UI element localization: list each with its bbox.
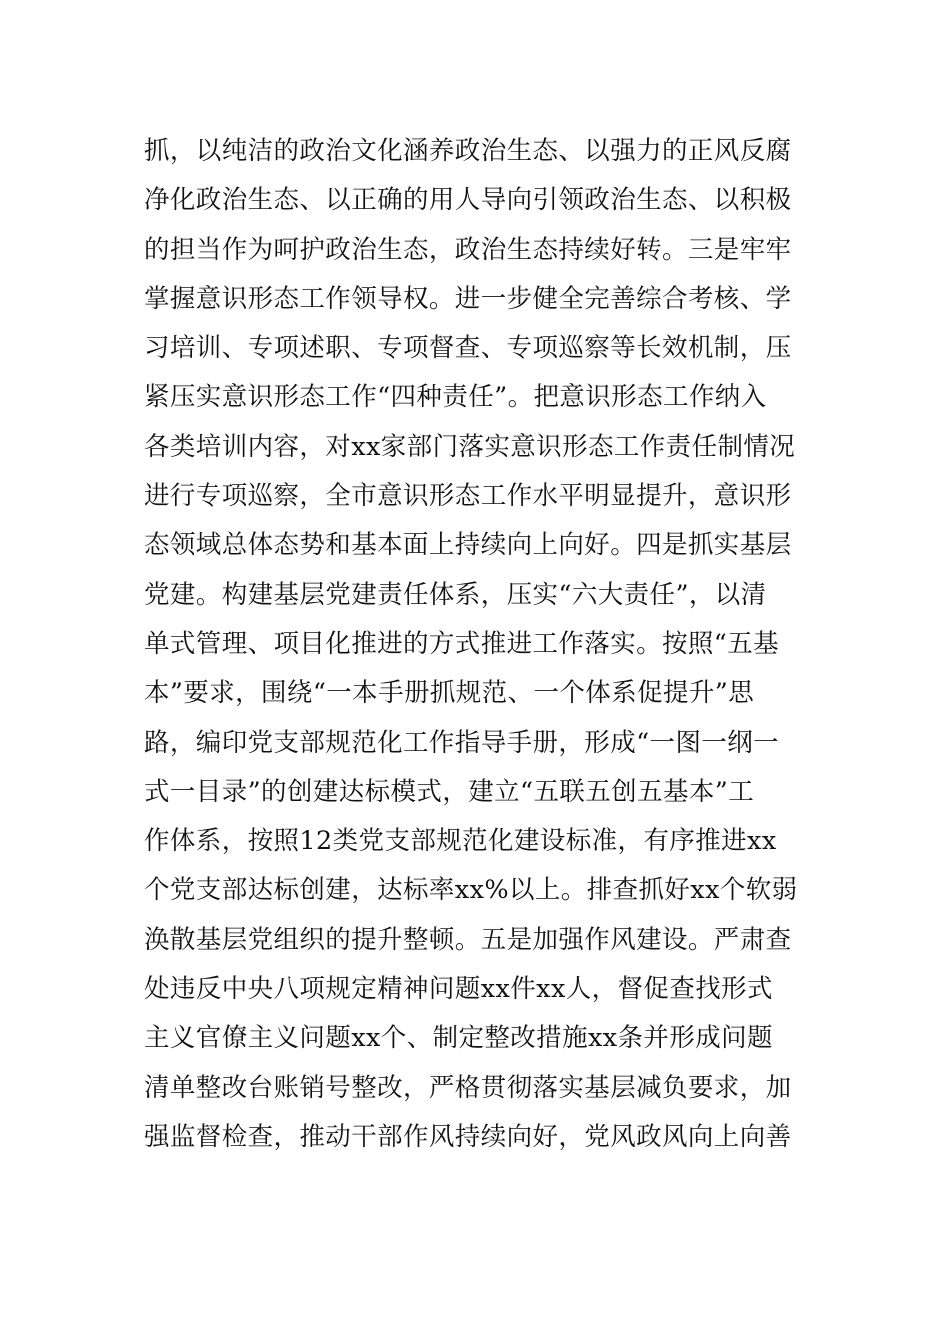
text-line: 式一目录”的创建达标模式，建立“五联五创五基本”工 [144,776,755,807]
text-line: 紧压实意识形态工作“四种责任”。把意识形态工作纳入 [144,382,767,413]
text-line: 涣散基层党组织的提升整顿。五是加强作风建设。严肃查 [144,924,792,955]
text-line: 净化政治生态、以正确的用人导向引领政治生态、以积极 [144,185,792,216]
text-line: 掌握意识形态工作领导权。进一步健全完善综合考核、学 [144,283,792,314]
text-line: 党建。构建基层党建责任体系，压实“六大责任”，以清 [144,579,767,610]
document-body [144,127,814,1162]
text-line: 强监督检查，推动干部作风持续向好，党风政风向上向善 [144,1121,792,1152]
text-line: 各类培训内容，对xx家部门落实意识形态工作责任制情况 [144,431,796,462]
text-line: 作体系，按照12类党支部规范化建设标准，有序推进xx [144,826,777,857]
text-line: 抓，以纯洁的政治文化涵养政治生态、以强力的正风反腐 [144,136,792,166]
text-line: 主义官僚主义问题xx个、制定整改措施xx条并形成问题 [144,1023,773,1054]
text-line: 进行专项巡察，全市意识形态工作水平明显提升，意识形 [144,481,792,512]
text-line: 路，编印党支部规范化工作指导手册，形成“一图一纲一 [144,727,780,758]
text-line: 处违反中央八项规定精神问题xx件xx人，督促查找形式 [144,974,773,1005]
text-line: 个党支部达标创建，达标率xx%以上。排查抓好xx个软弱 [144,875,798,906]
text-line: 的担当作为呵护政治生态，政治生态持续好转。三是牢牢 [144,234,792,265]
text-line: 清单整改台账销号整改，严格贯彻落实基层减负要求，加 [144,1072,792,1103]
text-line: 本”要求，围绕“一本手册抓规范、一个体系促提升”思 [144,678,755,709]
text-line: 单式管理、项目化推进的方式推进工作落实。按照“五基 [144,628,780,659]
text-line: 态领域总体态势和基本面上持续向上向好。四是抓实基层 [144,530,792,561]
text-line: 习培训、专项述职、专项督查、专项巡察等长效机制，压 [144,333,792,364]
